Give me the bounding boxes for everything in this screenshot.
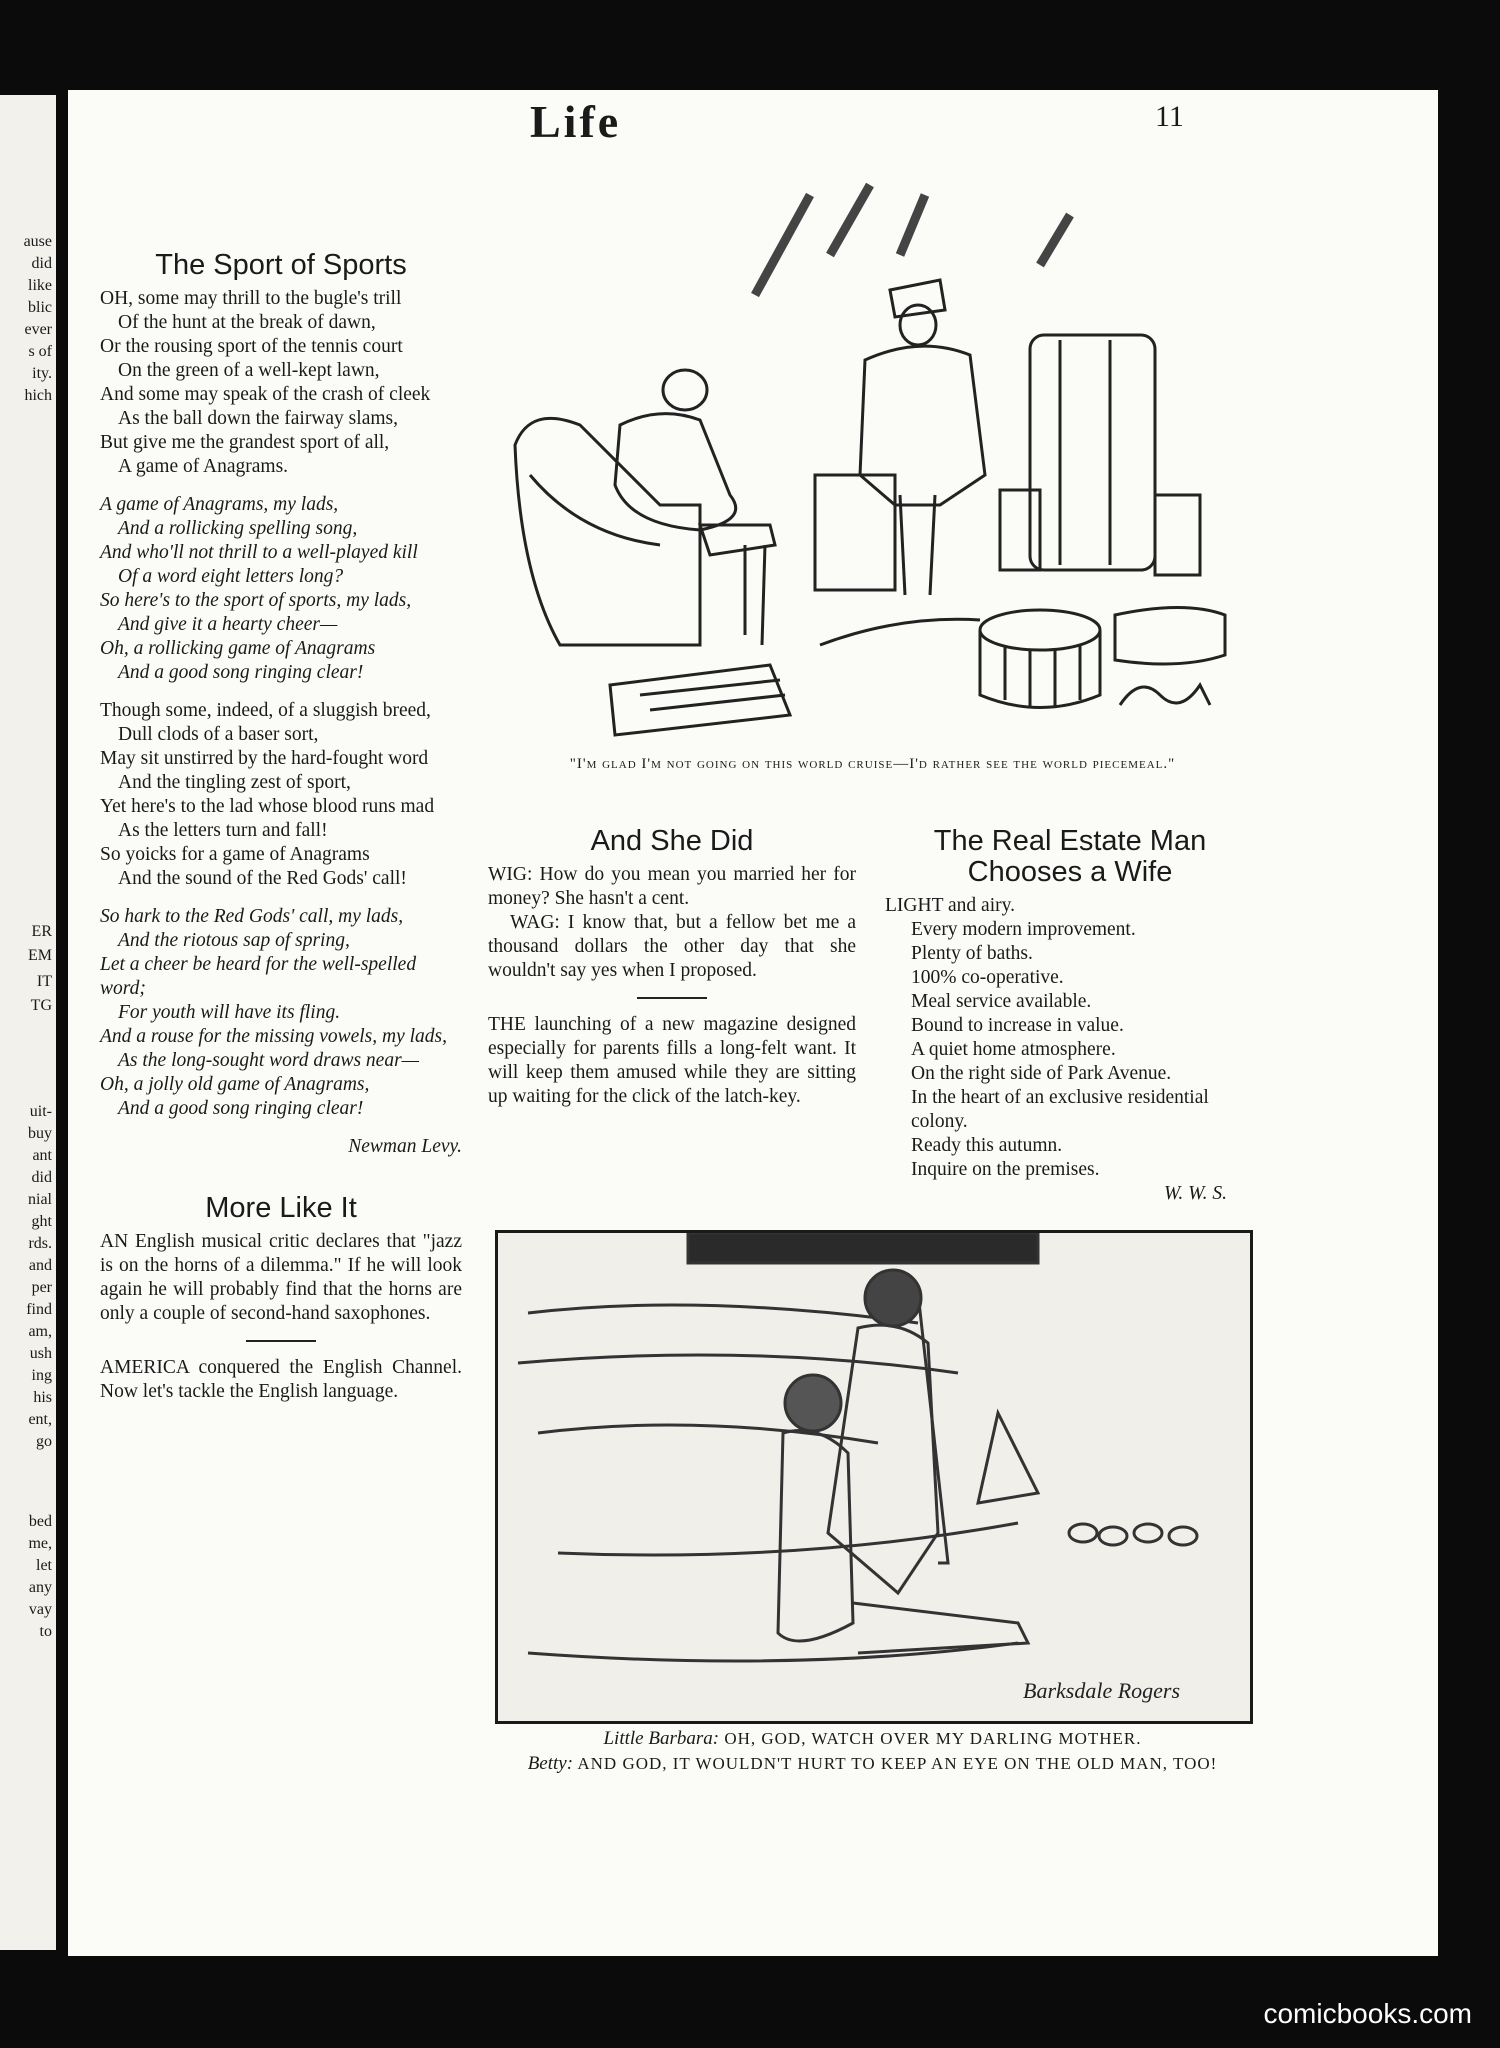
and-she-did-paragraph-1: WIG: How do you mean you married her for money? She hasn't a cent. xyxy=(488,864,856,909)
prev-page-fragment: his xyxy=(33,1389,52,1406)
article-real-estate-man xyxy=(885,826,1255,1206)
real-estate-lines xyxy=(885,894,1255,1182)
prev-page-fragment: any xyxy=(28,1579,52,1596)
cartoon-bedtime-caption xyxy=(495,1726,1250,1776)
prev-page-fragment: uit- xyxy=(29,1103,52,1120)
poem-line: So here's to the sport of sports, my lads, xyxy=(100,590,412,611)
poem-line: And a rouse for the missing vowels, my lads, xyxy=(100,1026,448,1047)
cartoon-world-cruise xyxy=(500,175,1240,750)
divider xyxy=(637,997,707,999)
poem-line: Oh, a rollicking game of Anagrams xyxy=(100,638,376,659)
prev-page-fragment: bed xyxy=(28,1513,52,1530)
cartoon-world-cruise-caption: "I'm glad I'm not going on this world cruise—I'd rather see the world piecemeal." xyxy=(569,756,1176,772)
poem-line: A game of Anagrams, my lads, xyxy=(100,494,339,515)
real-estate-line: On the right side of Park Avenue. xyxy=(911,1063,1172,1084)
speaker-barbara: Little Barbara: xyxy=(603,1728,720,1749)
prev-page-fragment: let xyxy=(36,1557,52,1574)
real-estate-line: Plenty of baths. xyxy=(911,943,1033,964)
poem-line: For youth will have its fling. xyxy=(118,1002,341,1023)
poem-line: Dull clods of a baser sort, xyxy=(118,724,319,745)
poem-line: On the green of a well-kept lawn, xyxy=(118,360,380,381)
caption-line-1: OH, GOD, WATCH OVER MY DARLING MOTHER. xyxy=(724,1729,1142,1748)
real-estate-line: LIGHT and airy. xyxy=(885,895,1015,916)
poem-line: So yoicks for a game of Anagrams xyxy=(100,844,370,865)
speaker-betty: Betty: xyxy=(527,1753,574,1774)
prev-page-fragment: EM xyxy=(28,947,52,964)
cartoon-bedtime-prayer-drawing xyxy=(498,1233,1250,1721)
stanza-4 xyxy=(100,905,462,1121)
prev-page-fragment: ing xyxy=(31,1367,52,1384)
poem-line: As the long-sought word draws near— xyxy=(118,1050,420,1071)
artist-signature: Barksdale Rogers xyxy=(1023,1678,1181,1703)
real-estate-line: 100% co-operative. xyxy=(911,967,1064,988)
more-like-it-paragraph-1: AN English musical critic declares that "jazz is on the horns of a dilemma." If he will look again he will probably find that the horns are only a couple of second-hand saxophones. xyxy=(100,1231,462,1324)
prev-page-fragment: ant xyxy=(32,1147,52,1164)
prev-page-fragment: nial xyxy=(28,1191,52,1208)
prev-page-fragment: am, xyxy=(28,1323,52,1340)
poem-line: And the tingling zest of sport, xyxy=(118,772,351,793)
prev-page-fragment: TG xyxy=(30,997,52,1014)
poem-line: But give me the grandest sport of all, xyxy=(100,432,390,453)
divider xyxy=(246,1340,316,1342)
more-like-it-title: More Like It xyxy=(205,1192,357,1224)
real-estate-author: W. W. S. xyxy=(1163,1183,1227,1204)
real-estate-line: Bound to increase in value. xyxy=(911,1015,1124,1036)
poem-line: So hark to the Red Gods' call, my lads, xyxy=(100,906,404,927)
and-she-did-paragraph-2: WAG: I know that, but a fellow bet me a thousand dollars the other day that she wouldn't say yes when I proposed. xyxy=(488,912,856,981)
stanza-1 xyxy=(100,287,462,479)
prev-page-fragment: blic xyxy=(28,299,52,316)
prev-page-fragment: ever xyxy=(24,321,52,338)
poem-line: And a good song ringing clear! xyxy=(118,1098,364,1119)
poem-sport-of-sports xyxy=(100,250,462,1404)
real-estate-line: Meal service available. xyxy=(911,991,1092,1012)
prev-page-fragment: IT xyxy=(36,973,52,990)
poem-title: The Sport of Sports xyxy=(155,249,407,281)
poem-line: Of the hunt at the break of dawn, xyxy=(118,312,376,333)
real-estate-title-line-2: Chooses a Wife xyxy=(967,856,1173,888)
poem-line: And some may speak of the crash of cleek xyxy=(100,384,431,405)
real-estate-line: Every modern improvement. xyxy=(911,919,1136,940)
poem-line: Though some, indeed, of a sluggish breed, xyxy=(100,700,431,721)
poem-line: OH, some may thrill to the bugle's trill xyxy=(100,288,402,309)
poem-line: May sit unstirred by the hard-fought word xyxy=(100,748,429,769)
prev-page-fragment: and xyxy=(28,1257,52,1274)
poem-line: Or the rousing sport of the tennis court xyxy=(100,336,403,357)
prev-page-fragment: ent, xyxy=(28,1411,52,1428)
prev-page-fragment: s of xyxy=(28,343,52,360)
real-estate-line: A quiet home atmosphere. xyxy=(911,1039,1116,1060)
prev-page-fragment: ush xyxy=(29,1345,52,1362)
masthead: Life xyxy=(530,96,622,147)
article-and-she-did xyxy=(488,826,856,1109)
real-estate-line: In the heart of an exclusive residential colony. xyxy=(911,1087,1209,1132)
previous-page-edge xyxy=(0,95,56,1950)
more-like-it-paragraph-2: AMERICA conquered the English Channel. Now let's tackle the English language. xyxy=(100,1357,462,1402)
poem-line: Let a cheer be heard for the well-spelled word; xyxy=(100,954,417,999)
poem-line: A game of Anagrams. xyxy=(118,456,289,477)
prev-page-fragment: ght xyxy=(31,1213,52,1230)
magazine-paragraph: THE launching of a new magazine designed especially for parents fills a long-felt want. It will keep them amused while they are sitting up waiting for the click of the latch-key. xyxy=(488,1014,856,1107)
poem-line: Oh, a jolly old game of Anagrams, xyxy=(100,1074,370,1095)
poem-line: And the sound of the Red Gods' call! xyxy=(118,868,407,889)
poem-line: Of a word eight letters long? xyxy=(118,566,344,587)
poem-line: And give it a hearty cheer— xyxy=(118,614,338,635)
prev-page-fragment: ause xyxy=(23,233,52,250)
stanza-3 xyxy=(100,699,462,891)
caption-line-2: AND GOD, IT WOULDN'T HURT TO KEEP AN EYE ON THE OLD MAN, TOO! xyxy=(577,1754,1218,1773)
prev-page-fragment: per xyxy=(31,1279,52,1296)
prev-page-fragment: vay xyxy=(28,1601,52,1618)
prev-page-fragment: to xyxy=(39,1623,52,1640)
poem-line: As the ball down the fairway slams, xyxy=(118,408,398,429)
real-estate-title-line-1: The Real Estate Man xyxy=(933,825,1207,857)
prev-page-fragment: me, xyxy=(28,1535,52,1552)
poem-author: Newman Levy. xyxy=(348,1136,462,1157)
prev-page-fragment: buy xyxy=(28,1125,52,1142)
poem-line: And who'll not thrill to a well-played kill xyxy=(100,542,418,563)
prev-page-fragment: find xyxy=(26,1301,52,1318)
and-she-did-title: And She Did xyxy=(590,825,754,857)
site-watermark: comicbooks.com xyxy=(1263,1998,1472,2029)
prev-page-fragment: like xyxy=(28,277,52,294)
real-estate-line: Inquire on the premises. xyxy=(911,1159,1100,1180)
poem-line: As the letters turn and fall! xyxy=(118,820,328,841)
poem-line: And a rollicking spelling song, xyxy=(118,518,358,539)
prev-page-fragment: go xyxy=(36,1433,52,1450)
real-estate-line: Ready this autumn. xyxy=(911,1135,1063,1156)
cartoon-bedtime-prayer xyxy=(495,1230,1253,1724)
prev-page-fragment: ER xyxy=(31,923,52,940)
prev-page-fragment: ity. xyxy=(32,365,52,382)
stanza-2 xyxy=(100,493,462,685)
prev-page-fragment: did xyxy=(31,1169,52,1186)
poem-line: Yet here's to the lad whose blood runs mad xyxy=(100,796,435,817)
prev-page-fragment: hich xyxy=(24,387,52,404)
prev-page-fragment: rds. xyxy=(28,1235,52,1252)
prev-page-fragment: did xyxy=(31,255,52,272)
poem-line: And a good song ringing clear! xyxy=(118,662,364,683)
page-number: 11 xyxy=(1155,100,1184,133)
poem-line: And the riotous sap of spring, xyxy=(118,930,350,951)
